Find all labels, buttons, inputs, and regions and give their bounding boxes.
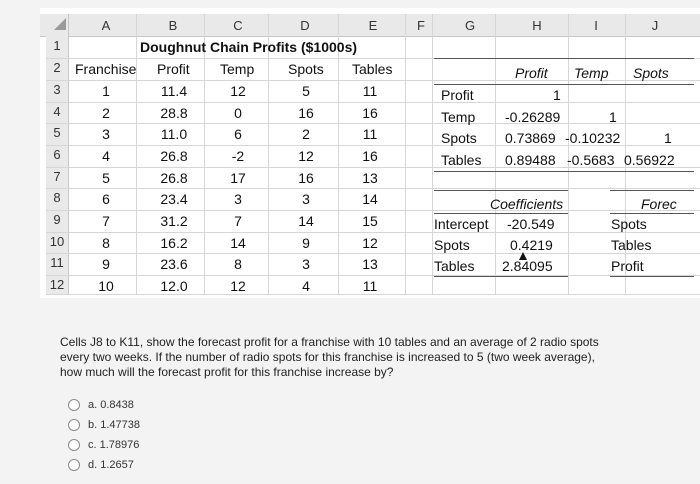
row-divider	[46, 102, 700, 103]
header-spots[interactable]: Spots	[288, 61, 324, 77]
column-divider	[204, 14, 205, 294]
row-header-6[interactable]: 6	[53, 147, 61, 162]
mouse-cursor-icon	[519, 252, 527, 260]
cell-profit[interactable]: 12.0	[160, 278, 188, 294]
option-label: c. 1.78976	[88, 439, 140, 451]
radio-icon[interactable]	[68, 419, 80, 431]
cell-franchise[interactable]: 3	[102, 126, 110, 142]
regression-value-tables[interactable]: 2.84095	[502, 258, 553, 274]
corr-header-spots[interactable]: Spots	[633, 65, 669, 81]
cell-profit[interactable]: 31.2	[160, 213, 188, 229]
regression-value-spots[interactable]: 0.4219	[510, 237, 553, 253]
sheet-title[interactable]: Doughnut Chain Profits ($1000s)	[140, 39, 358, 55]
regression-label-intercept[interactable]: Intercept	[434, 216, 489, 232]
radio-icon[interactable]	[68, 459, 80, 471]
cell-profit[interactable]: 16.2	[160, 235, 188, 251]
row-header-7[interactable]: 7	[53, 169, 61, 184]
column-header-f[interactable]: F	[417, 18, 425, 33]
row-header-8[interactable]: 8	[53, 190, 61, 205]
regression-top-border	[434, 190, 568, 191]
corr-header-profit[interactable]: Profit	[515, 65, 548, 81]
cell-tables[interactable]: 16	[362, 105, 378, 121]
header-franchise[interactable]: Franchise	[75, 61, 137, 77]
forecast-header-border	[610, 213, 694, 214]
cell-spots[interactable]: 9	[302, 235, 310, 251]
forecast-header[interactable]: Forec	[641, 196, 677, 212]
row-divider	[46, 188, 700, 189]
forecast-label-spots[interactable]: Spots	[611, 216, 647, 232]
corr-spots-profit[interactable]: 0.73869	[505, 130, 556, 146]
header-tables[interactable]: Tables	[352, 61, 393, 77]
corr-row-tables[interactable]: Tables	[441, 152, 482, 168]
select-all-icon	[54, 18, 66, 30]
cell-tables[interactable]: 13	[362, 170, 378, 186]
column-header-g[interactable]: G	[464, 18, 476, 33]
row-divider	[46, 275, 700, 276]
corr-temp-profit[interactable]: -0.26289	[505, 109, 561, 125]
cell-spots[interactable]: 3	[302, 256, 310, 272]
radio-icon[interactable]	[68, 399, 80, 411]
cell-profit[interactable]: 28.8	[160, 105, 188, 121]
cell-profit[interactable]: 23.4	[160, 191, 188, 207]
cell-profit[interactable]: 26.8	[160, 170, 188, 186]
option-label: d. 1.2657	[88, 459, 134, 471]
row-header-2[interactable]: 2	[53, 60, 61, 75]
cell-spots[interactable]: 5	[302, 83, 310, 99]
corr-tables-temp[interactable]: -0.5683	[567, 152, 615, 168]
question-text: Cells J8 to K11, show the forecast profit for a franchise with 10 tables and an average of 2 radio spots every two weeks. If the number of radio spots for this franchise is increased to 5 (two week average), how much will the forecast profit for this franchise increase by?	[60, 335, 599, 379]
cell-spots[interactable]: 16	[298, 170, 314, 186]
correlation-header-border	[434, 84, 694, 85]
column-divider	[338, 14, 339, 294]
regression-bottom-border	[434, 276, 568, 277]
forecast-top-border	[610, 190, 694, 191]
cell-franchise[interactable]: 5	[102, 170, 110, 186]
regression-value-intercept[interactable]: -20.549	[507, 216, 555, 232]
cell-spots[interactable]: 4	[302, 278, 310, 294]
cell-temp[interactable]: 6	[234, 126, 242, 142]
row-header-4[interactable]: 4	[53, 104, 61, 119]
cell-spots[interactable]: 14	[298, 213, 314, 229]
cell-temp[interactable]: 0	[234, 105, 242, 121]
regression-label-tables[interactable]: Tables	[434, 258, 475, 274]
column-divider	[268, 14, 269, 294]
column-header-i[interactable]: I	[594, 18, 598, 33]
corr-profit-profit[interactable]: 1	[553, 87, 561, 103]
column-header-b[interactable]: B	[168, 18, 178, 33]
column-divider	[432, 14, 433, 294]
cell-spots[interactable]: 3	[302, 191, 310, 207]
regression-label-spots[interactable]: Spots	[434, 237, 470, 253]
row-header-3[interactable]: 3	[53, 82, 61, 97]
cell-spots[interactable]: 16	[298, 105, 314, 121]
cell-temp[interactable]: 3	[234, 191, 242, 207]
cell-profit[interactable]: 26.8	[160, 148, 188, 164]
column-header-a[interactable]: A	[101, 18, 111, 33]
cell-temp[interactable]: -2	[231, 148, 245, 164]
correlation-bottom-border	[434, 171, 694, 172]
option-label: b. 1.47738	[88, 419, 140, 431]
row-divider	[46, 232, 700, 233]
corr-temp-temp[interactable]: 1	[609, 109, 617, 125]
row-header-1[interactable]: 1	[53, 38, 61, 53]
cell-tables[interactable]: 14	[362, 191, 378, 207]
cell-franchise[interactable]: 10	[98, 278, 114, 294]
row-divider	[46, 253, 700, 254]
header-profit[interactable]: Profit	[157, 61, 190, 77]
radio-icon[interactable]	[68, 439, 80, 451]
corr-row-spots[interactable]: Spots	[441, 130, 477, 146]
cell-franchise[interactable]: 1	[102, 83, 110, 99]
column-header-d[interactable]: D	[300, 18, 310, 33]
cell-franchise[interactable]: 6	[102, 191, 110, 207]
cell-temp[interactable]: 7	[234, 213, 242, 229]
corr-header-temp[interactable]: Temp	[574, 65, 609, 81]
forecast-label-tables[interactable]: Tables	[611, 237, 652, 253]
cell-profit[interactable]: 11.4	[160, 83, 188, 99]
row-divider	[46, 123, 700, 124]
cell-tables[interactable]: 11	[362, 278, 378, 294]
cell-temp[interactable]: 17	[230, 170, 246, 186]
row-header-5[interactable]: 5	[53, 125, 61, 140]
forecast-bottom-border	[610, 276, 694, 277]
column-header-h[interactable]: H	[532, 18, 542, 33]
cell-profit[interactable]: 23.6	[160, 256, 188, 272]
corr-tables-spots[interactable]: 0.56922	[624, 152, 675, 168]
cell-franchise[interactable]: 2	[102, 105, 110, 121]
cell-spots[interactable]: 2	[302, 126, 310, 142]
column-divider	[495, 14, 496, 294]
answer-option-b[interactable]	[68, 419, 140, 431]
cell-tables[interactable]: 11	[362, 126, 378, 142]
cell-tables[interactable]: 15	[362, 213, 378, 229]
corr-row-profit[interactable]: Profit	[441, 87, 474, 103]
column-divider	[136, 14, 137, 294]
correlation-top-border	[434, 58, 694, 59]
corr-row-temp[interactable]: Temp	[441, 109, 476, 125]
row-divider	[46, 294, 700, 295]
answer-option-c[interactable]	[68, 439, 139, 451]
cell-temp[interactable]: 8	[234, 256, 242, 272]
answer-option-a[interactable]	[68, 399, 134, 411]
corr-spots-temp[interactable]: -0.10232	[565, 130, 621, 146]
answer-option-d[interactable]	[68, 459, 134, 471]
row-header-11[interactable]: 11	[50, 255, 64, 270]
regression-header-border	[434, 213, 568, 214]
cell-franchise[interactable]: 9	[102, 256, 110, 272]
cell-tables[interactable]: 16	[362, 148, 378, 164]
column-divider	[405, 14, 406, 294]
cell-temp[interactable]: 12	[230, 83, 246, 99]
cell-temp[interactable]: 14	[230, 235, 246, 251]
column-header-c[interactable]: C	[233, 18, 243, 33]
corr-tables-profit[interactable]: 0.89488	[505, 152, 556, 168]
cell-spots[interactable]: 12	[298, 148, 314, 164]
row-header-10[interactable]: 10	[49, 234, 65, 249]
column-header-j[interactable]: J	[651, 18, 659, 33]
cell-profit[interactable]: 11.0	[160, 126, 188, 142]
cell-tables[interactable]: 12	[362, 235, 378, 251]
row-header-12[interactable]: 12	[49, 277, 65, 292]
cell-tables[interactable]: 13	[362, 256, 378, 272]
regression-coef-header[interactable]: Coefficients	[490, 196, 564, 212]
row-header-9[interactable]: 9	[53, 212, 61, 227]
cell-franchise[interactable]: 7	[102, 213, 110, 229]
option-label: a. 0.8438	[88, 399, 134, 411]
cell-franchise[interactable]: 8	[102, 235, 110, 251]
column-header-e[interactable]: E	[368, 18, 378, 33]
cell-temp[interactable]: 12	[230, 278, 246, 294]
forecast-label-profit[interactable]: Profit	[611, 258, 644, 274]
cell-tables[interactable]: 11	[362, 83, 378, 99]
header-temp[interactable]: Temp	[220, 61, 255, 77]
corr-spots-spots[interactable]: 1	[664, 130, 672, 146]
cell-franchise[interactable]: 4	[102, 148, 110, 164]
row-divider	[46, 210, 700, 211]
